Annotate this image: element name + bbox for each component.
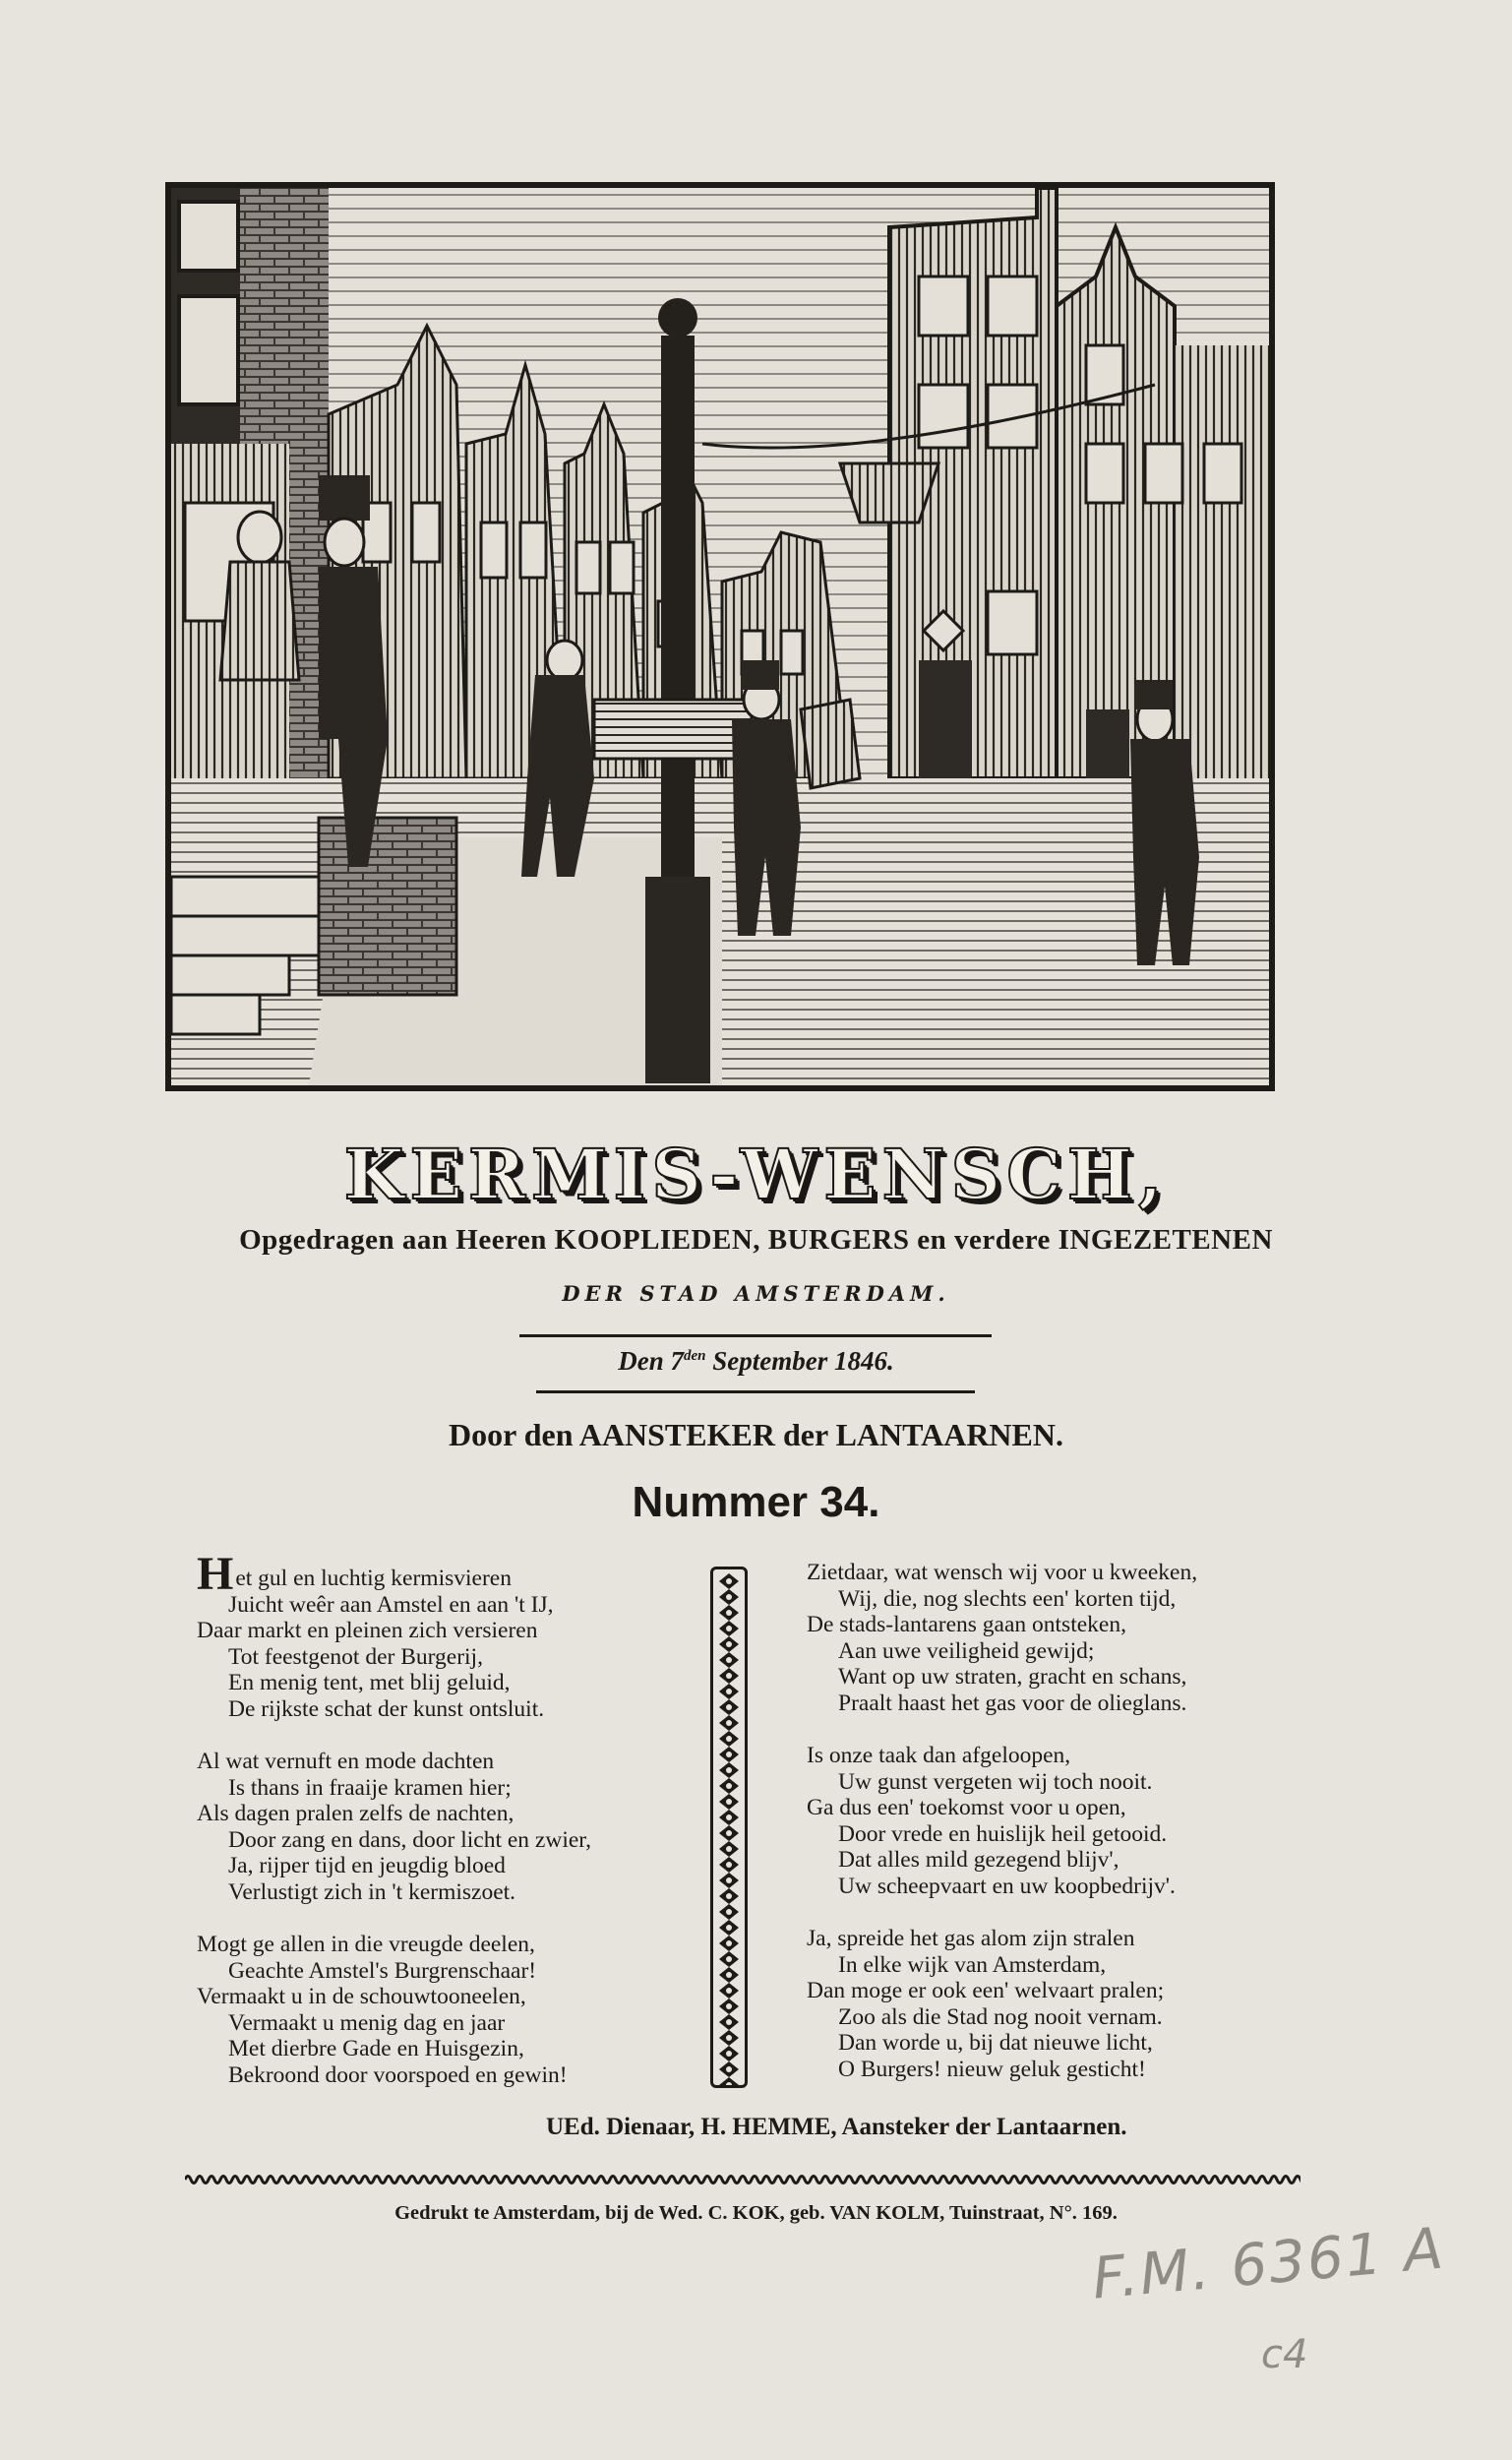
top-rule-date [519, 1334, 992, 1337]
poem-line [197, 2010, 708, 2037]
ornament-dot [726, 1657, 732, 1663]
city-line: DER STAD AMSTERDAM. [562, 1281, 950, 1306]
poem-line-text: In elke wijk van Amsterdam, [838, 1951, 1107, 1978]
poem-line-text: Als dagen pralen zelfs de nachten, [197, 1801, 514, 1826]
poem-line-text: Juicht weêr aan Amstel en aan 't IJ, [228, 1591, 554, 1618]
poem-stanza [197, 1749, 708, 1905]
poem-line-text: Vermaakt u in de schouwtooneelen, [197, 1984, 526, 2009]
poem-line-text: En menig tent, met blij geluid, [228, 1670, 511, 1695]
poem-line [197, 1879, 708, 1906]
poem-line [197, 1696, 708, 1723]
poem-line [807, 1586, 1318, 1613]
poem-line [197, 1548, 708, 1600]
ornament-dot [726, 1704, 732, 1710]
poem-line-text: Uw gunst vergeten wij toch nooit. [838, 1768, 1153, 1795]
poem-line-text: Met dierbre Gade en Huisgezin, [228, 2036, 524, 2061]
ornament-dot [726, 1846, 732, 1852]
dedication-line: Opgedragen aan Heeren KOOPLIEDEN, BURGERS en verdere INGEZETENEN [239, 1224, 1273, 1256]
poem-line-text: Is onze taak dan afgeloopen, [807, 1743, 1071, 1768]
poem-line [807, 1874, 1318, 1900]
poem-line [197, 1670, 708, 1696]
poem-line [197, 1932, 708, 1958]
ornament-dot [726, 1689, 732, 1694]
poem-line [807, 1847, 1318, 1874]
poem-line-text: Is thans in fraaije kramen hier; [228, 1774, 512, 1801]
ornament-dot [726, 2003, 732, 2009]
poem-line-text: Want op uw straten, gracht en schans, [838, 1664, 1187, 1690]
poem-line [807, 1743, 1318, 1769]
poem-stanza [807, 1743, 1318, 1899]
issue-number: Nummer 34. [632, 1478, 880, 1526]
poem-stanza [807, 1926, 1318, 2082]
ornament-dot [726, 1830, 732, 1836]
poem-line-text: Wij, die, nog slechts een' korten tijd, [838, 1585, 1177, 1612]
date-line [0, 1346, 1512, 1377]
poem-line-text: Mogt ge allen in die vreugde deelen, [197, 1932, 535, 1957]
poem-line [807, 1612, 1318, 1638]
bottom-rule-date [536, 1390, 975, 1393]
poem-line [807, 1821, 1318, 1848]
ornament-dot [726, 1956, 732, 1962]
poem-line [807, 2004, 1318, 2031]
ornament-dot [726, 1988, 732, 1994]
date-superscript: den [684, 1348, 706, 1364]
ornament-dot [726, 1814, 732, 1820]
poem-line [197, 1801, 708, 1827]
poem-stanza [197, 1548, 708, 1722]
ornament-dot [726, 1877, 732, 1883]
poem-right-column [807, 1560, 1318, 2109]
poem-line [197, 1775, 708, 1802]
poem-line [807, 1769, 1318, 1796]
poem-line-text: Uw scheepvaart en uw koopbedrijv'. [838, 1873, 1176, 1899]
ornament-dot [726, 1641, 732, 1647]
ornament-dot [726, 1752, 732, 1757]
poem-line-text: Bekroond door voorspoed en gewin! [228, 2061, 568, 2088]
poem-line [807, 1952, 1318, 1979]
poem-line [807, 1926, 1318, 1952]
poem-line [807, 1691, 1318, 1717]
poem-line [197, 1618, 708, 1644]
date-suffix: September 1846. [705, 1346, 894, 1376]
poem-line-text: Geachte Amstel's Burgrenschaar! [228, 1957, 537, 1984]
ornament-dot [726, 1783, 732, 1789]
poem-line [197, 1644, 708, 1671]
wavy-rule [185, 2171, 1300, 2188]
poem-line [197, 2062, 708, 2089]
poem-line-text: et gul en luchtig kermisvieren [235, 1566, 512, 1591]
ornament-dot [726, 1799, 732, 1805]
signature-line: UEd. Dienaar, H. HEMME, Aansteker der Lantaarnen. [546, 2114, 1127, 2140]
ornament-dot [726, 2035, 732, 2041]
poem-line-text: Vermaakt u menig dag en jaar [228, 2009, 506, 2036]
ornament-dot [726, 2019, 732, 2025]
poem-line [807, 1560, 1318, 1586]
lamplighter-street-illustration [171, 188, 1269, 1085]
poem-line [807, 2057, 1318, 2083]
ornament-dot [726, 1940, 732, 1946]
poem-line [197, 1853, 708, 1879]
poem-line-text: Dan worde u, bij dat nieuwe licht, [838, 2030, 1153, 2056]
date-prefix: Den 7 [618, 1346, 684, 1376]
poem-line-text: Dat alles mild gezegend blijv', [838, 1847, 1119, 1873]
poem-line-text: De rijkste schat der kunst ontsluit. [228, 1695, 545, 1722]
poem-line-text: Verlustigt zich in 't kermiszoet. [228, 1878, 516, 1905]
poem-line-text: Praalt haast het gas voor de olieglans. [838, 1690, 1187, 1716]
poem-line [197, 1984, 708, 2010]
poem-line [807, 1795, 1318, 1821]
poem-line [807, 1978, 1318, 2004]
inventory-number-pencil: F.M. 6361 A [1089, 2214, 1448, 2312]
poem-line-text: Zoo als die Stad nog nooit vernam. [838, 2003, 1163, 2030]
ornament-dot [726, 1626, 732, 1631]
poem-line-text: Al wat vernuft en mode dachten [197, 1749, 495, 1774]
poem-line-text: Ja, rijper tijd en jeugdig bloed [228, 1853, 506, 1878]
vertical-ornament-divider [710, 1567, 748, 2088]
ornament-dot [726, 1578, 732, 1584]
drop-cap: H [197, 1548, 234, 1600]
poem-line [807, 2030, 1318, 2057]
broadside-title: KERMIS-WENSCH, [343, 1134, 1169, 1215]
sheet-number-pencil: c4 [1261, 2332, 1308, 2377]
ornament-dot [726, 1972, 732, 1978]
poem-line [197, 1749, 708, 1775]
poem-line [197, 2036, 708, 2062]
poem-line-text: Dan moge er ook een' welvaart pralen; [807, 1978, 1165, 2003]
ornament-dot [726, 2066, 732, 2072]
ornament-dot [726, 1862, 732, 1868]
poem-line-text: Ja, spreide het gas alom zijn stralen [807, 1926, 1135, 1951]
ornament-dot [726, 1767, 732, 1773]
street-scene-woodcut [165, 182, 1275, 1091]
poem-line-text: Aan uwe veiligheid gewijd; [838, 1637, 1095, 1664]
poem-line [197, 1958, 708, 1985]
poem-line-text: Door zang en dans, door licht en zwier, [228, 1826, 592, 1853]
printer-imprint: Gedrukt te Amsterdam, bij de Wed. C. KOK, geb. VAN KOLM, Tuinstraat, N°. 169. [394, 2202, 1118, 2224]
author-line: Door den AANSTEKER der LANTAARNEN. [449, 1417, 1063, 1452]
poem-line-text: Ga dus een' toekomst voor u open, [807, 1795, 1126, 1820]
ornament-pattern [713, 1569, 745, 2085]
ornament-dot [726, 1909, 732, 1915]
ornament-dot [726, 1610, 732, 1616]
poem-line-text: Daar markt en pleinen zich versieren [197, 1618, 538, 1643]
ornament-dot [726, 1720, 732, 1726]
ornament-dot [726, 1594, 732, 1600]
ornament-dot [726, 1673, 732, 1679]
poem-stanza [197, 1932, 708, 2088]
ornament-dot [726, 1736, 732, 1742]
poem-stanza [807, 1560, 1318, 1716]
poem-left-column [197, 1548, 708, 2115]
ornament-dot [726, 1893, 732, 1899]
poem-line [807, 1638, 1318, 1665]
ornament-dot [726, 2051, 732, 2057]
poem-line-text: Tot feestgenot der Burgerij, [228, 1643, 483, 1670]
poem-line-text: Door vrede en huislijk heil getooid. [838, 1820, 1168, 1847]
poem-line-text: Zietdaar, wat wensch wij voor u kweeken, [807, 1560, 1198, 1585]
poem-line [197, 1592, 708, 1619]
poem-line-text: De stads-lantarens gaan ontsteken, [807, 1612, 1126, 1637]
poem-line-text: O Burgers! nieuw geluk gesticht! [838, 2056, 1146, 2082]
poem-line [807, 1664, 1318, 1691]
poem-line [197, 1827, 708, 1854]
ornament-dot [726, 1925, 732, 1931]
